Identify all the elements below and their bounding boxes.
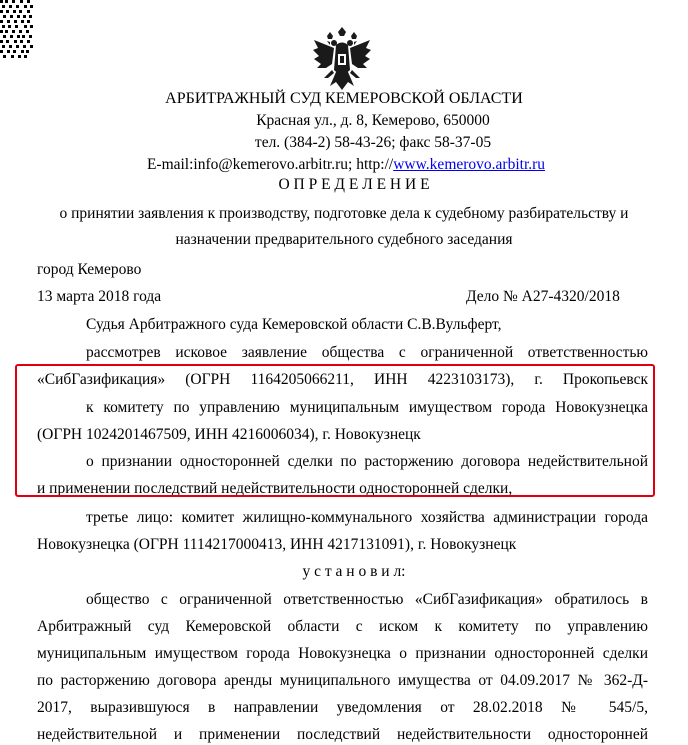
third-party-line: Новокузнецка (ОГРН 1114217000413, ИНН 4217131091), г. Новокузнецк: [37, 536, 517, 553]
website-link[interactable]: www.kemerovo.arbitr.ru: [393, 156, 546, 173]
court-phone: тел. (384-2) 58-43-26; факс 58-37-05: [254, 134, 492, 151]
body-line: Арбитражный суд Кемеровской области с иском к комитету по управлению: [37, 618, 648, 635]
court-contacts: [0, 155, 688, 175]
judge-line: Судья Арбитражного суда Кемеровской области С.В.Вульферт,: [86, 316, 502, 333]
established-heading: у с т а н о в и л:: [302, 563, 406, 580]
email-text: E-mail:info@kemerovo.arbitr.ru; http://: [146, 156, 394, 173]
qr-code-image: [0, 0, 34, 58]
body-line: муниципальным имуществом города Новокузнецка о признании односторонней сделки: [37, 645, 648, 662]
claim-line: и применении последствий недействительности односторонней сделки,: [37, 480, 513, 497]
body-line: общество с ограниченной ответственностью «СибГазификация» обратилось в: [86, 591, 648, 608]
city: город Кемерово: [37, 261, 142, 278]
body-line: 2017, выразившуюся в направлении уведомления от 28.02.2018 № 545/5,: [37, 699, 648, 716]
document-subtitle-line: назначении предварительного судебного заседания: [175, 231, 513, 248]
consider-line: рассмотрев исковое заявление общества с ограниченной ответственностью: [86, 344, 648, 361]
document-date: 13 марта 2018 года: [37, 288, 162, 305]
court-address: Красная ул., д. 8, Кемерово, 650000: [256, 112, 490, 129]
highlight-box: [15, 364, 655, 497]
plaintiff-line: «СибГазификация» (ОГРН 1164205066211, ИНН 4223103173), г. Прокопьевск: [37, 371, 648, 388]
body-line: по расторжению договора аренды муниципального имущества от 04.09.2017 № 362-Д-: [37, 672, 648, 689]
body-line: недействительной и применении последствий недействительности односторонней: [37, 726, 648, 743]
defendant-line: к комитету по управлению муниципальным имуществом города Новокузнецка: [86, 399, 648, 416]
court-name: АРБИТРАЖНЫЙ СУД КЕМЕРОВСКОЙ ОБЛАСТИ: [165, 90, 523, 107]
claim-line: о признании односторонней сделки по расторжению договора недействительной: [86, 453, 648, 470]
case-number: Дело № А27-4320/2018: [466, 288, 620, 305]
document-subtitle-line: о принятии заявления к производству, подготовке дела к судебному разбирательству и: [59, 205, 629, 222]
defendant-line: (ОГРН 1024201467509, ИНН 4216006034), г. Новокузнецк: [37, 426, 421, 443]
coat-of-arms-emblem: [312, 26, 372, 92]
third-party-line: третье лицо: комитет жилищно-коммунального хозяйства администрации города: [86, 509, 648, 526]
document-title: О П Р Е Д Е Л Е Н И Е: [278, 176, 430, 193]
